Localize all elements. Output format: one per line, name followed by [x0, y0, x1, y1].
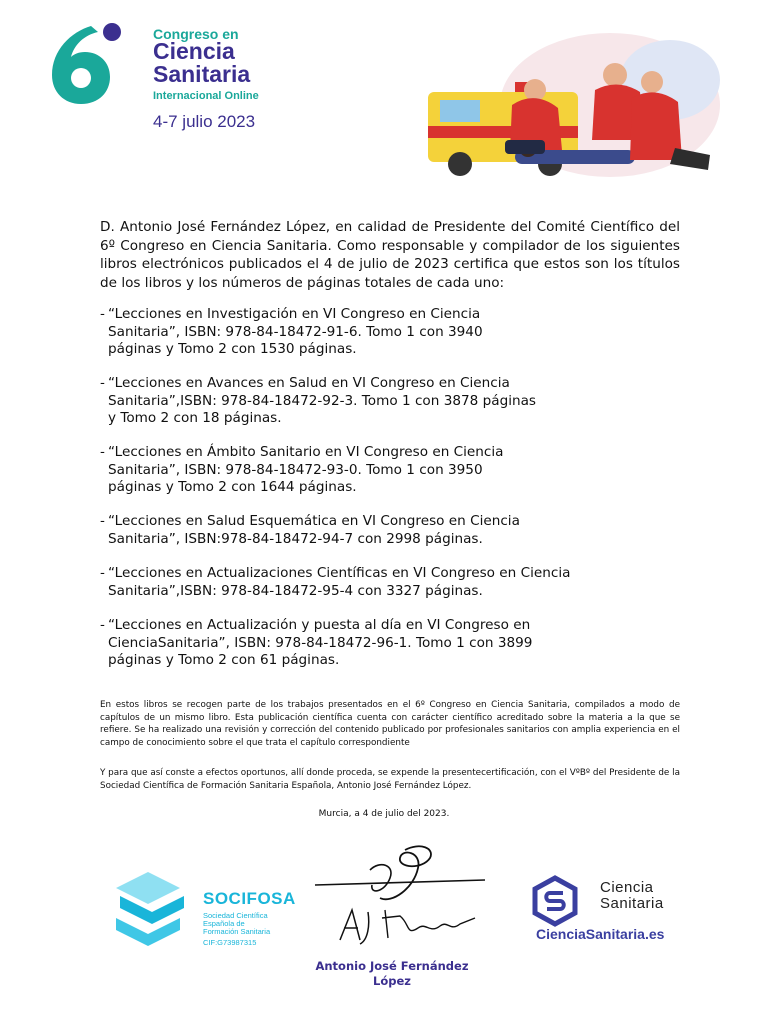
- book-line: CienciaSanitaria”, ISBN: 978-84-18472-96-1. Tomo 1 con 3899: [108, 634, 533, 651]
- book-line: páginas y Tomo 2 con 61 páginas.: [108, 652, 340, 668]
- book-line: “Lecciones en Investigación en VI Congreso en Ciencia: [108, 306, 481, 322]
- book-line: páginas y Tomo 2 con 1644 páginas.: [108, 479, 357, 495]
- book-line: “Lecciones en Actualizaciones Científicas en VI Congreso en Ciencia: [108, 565, 571, 581]
- book-line: Sanitaria”, ISBN:978-84-18472-94-7 con 2998 páginas.: [108, 530, 483, 547]
- socifosa-subtitle: [203, 912, 293, 936]
- book-line: “Lecciones en Avances en Salud en VI Congreso en Ciencia: [108, 375, 510, 391]
- signer-name: [300, 959, 484, 989]
- socifosa-sub-line: Formación Sanitaria: [203, 927, 271, 936]
- book-line: Sanitaria”,ISBN: 978-84-18472-92-3. Tomo 1 con 3878 páginas: [108, 392, 536, 409]
- congress-dates: 4-7 julio 2023: [153, 112, 256, 131]
- ciencia-sanitaria-logo-icon: [530, 875, 580, 927]
- list-dash: -: [100, 617, 105, 633]
- book-list-item: [100, 513, 600, 548]
- list-dash: -: [100, 444, 105, 460]
- socifosa-cif: CIF:G73987315: [203, 938, 257, 947]
- ciencia-sanitaria-name: [600, 880, 664, 912]
- publication-note: En estos libros se recogen parte de los trabajos presentados en el 6º Congreso en Ciencia Sanitaria, compilados a modo de capítulos de un mismo libro. Esta publicación científica cuenta con carácter científico acreditado sobre la materia a la que se refiere. Se ha realizado una revisión y corrección del contenido publicado por profesionales sanitarios con amplia experiencia en el campo de conocimiento sobre el que trata el capítulo correspondiente: [100, 700, 680, 748]
- logo-internacional-online: Internacional Online: [153, 90, 259, 102]
- book-list-item: [100, 617, 600, 670]
- certification-intro: D. Antonio José Fernández López, en calidad de Presidente del Comité Científico del 6º Congreso en Ciencia Sanitaria. Como responsable y compilador de los siguientes libros electrónicos publicados el 4 de julio de 2023 certifica que estos son los títulos de los libros y los números de páginas totales de cada uno:: [100, 219, 680, 291]
- list-dash: -: [100, 306, 105, 322]
- closing-statement: Y para que así conste a efectos oportunos, allí donde proceda, se expende la presentecertificación, con el VºBº del Presidente de la Sociedad Científica de Formación Sanitaria Española, Antonio José Fernández López.: [100, 768, 680, 791]
- ciencia-sanitaria-url: CienciaSanitaria.es: [536, 926, 665, 942]
- list-dash: -: [100, 565, 105, 581]
- place-and-date: Murcia, a 4 de julio del 2023.: [318, 809, 450, 819]
- paramedics-illustration: [420, 30, 725, 190]
- congress-six-logo-icon: [46, 20, 126, 110]
- logo-congreso-en: Congreso en: [153, 26, 239, 42]
- book-line: y Tomo 2 con 18 páginas.: [108, 410, 282, 426]
- socifosa-sub-line: Sociedad Científica: [203, 911, 268, 920]
- signer-name-line: López: [373, 974, 411, 988]
- signer-name-line: Antonio José Fernández: [315, 959, 469, 973]
- logo-sanitaria: Sanitaria: [153, 61, 251, 87]
- list-dash: -: [100, 375, 105, 391]
- cs-name-line: Sanitaria: [600, 895, 664, 912]
- cs-name-line: Ciencia: [600, 879, 654, 896]
- handwritten-signature: [310, 840, 490, 950]
- book-list-item: [100, 565, 600, 600]
- book-list-item: [100, 375, 600, 428]
- socifosa-logo-icon: [110, 868, 190, 953]
- book-line: “Lecciones en Salud Esquemática en VI Congreso en Ciencia: [108, 513, 520, 529]
- book-list-item: [100, 306, 600, 359]
- socifosa-title: SOCIFOSA: [203, 889, 296, 908]
- book-line: Sanitaria”, ISBN: 978-84-18472-91-6. Tomo 1 con 3940: [108, 323, 483, 340]
- book-line: “Lecciones en Actualización y puesta al día en VI Congreso en: [108, 617, 531, 633]
- book-line: páginas y Tomo 2 con 1530 páginas.: [108, 341, 357, 357]
- logo-ciencia: Ciencia: [153, 38, 235, 64]
- socifosa-sub-line: Española de: [203, 919, 245, 928]
- list-dash: -: [100, 513, 105, 529]
- book-line: “Lecciones en Ámbito Sanitario en VI Congreso en Ciencia: [108, 444, 504, 460]
- book-line: Sanitaria”, ISBN: 978-84-18472-93-0. Tomo 1 con 3950: [108, 461, 483, 478]
- book-line: Sanitaria”,ISBN: 978-84-18472-95-4 con 3327 páginas.: [108, 582, 483, 599]
- book-list-item: [100, 444, 600, 497]
